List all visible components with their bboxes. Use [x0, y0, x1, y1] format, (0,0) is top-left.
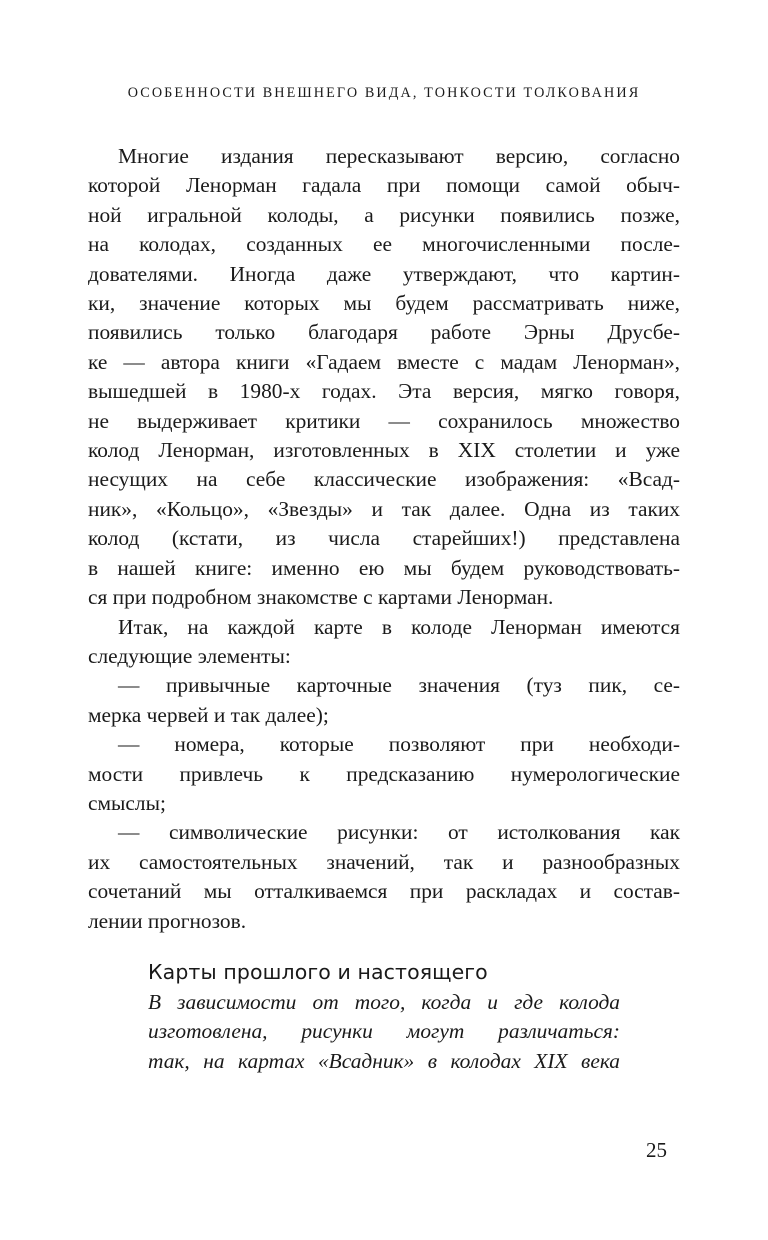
sidebar-line: так, на картах «Всадник» в колодах XIX века	[148, 1048, 620, 1073]
body-text	[88, 142, 680, 936]
body-line: — номера, которые позволяют при необходи-	[118, 732, 680, 757]
body-line: следующие элементы:	[88, 643, 291, 668]
body-line: вышедшей в 1980-х годах. Эта версия, мягко говоря,	[88, 379, 680, 404]
body-line: мости привлечь к предсказанию нумерологические	[88, 761, 680, 786]
body-line: смыслы;	[88, 790, 166, 815]
body-line: — привычные карточные значения (туз пик, се-	[118, 673, 680, 698]
body-line: в нашей книге: именно ею мы будем руководствовать-	[88, 555, 680, 580]
sidebar-line: В зависимости от того, когда и где колода	[148, 990, 620, 1014]
body-line: ной игральной колоды, а рисунки появились позже,	[88, 202, 680, 227]
body-line: дователями. Иногда даже утверждают, что картин-	[88, 261, 680, 286]
body-line: их самостоятельных значений, так и разнообразных	[88, 849, 680, 874]
body-line: Многие издания пересказывают версию, согласно	[118, 144, 680, 168]
running-head: ОСОБЕННОСТИ ВНЕШНЕГО ВИДА, ТОНКОСТИ ТОЛКОВАНИЯ	[127, 85, 641, 101]
body-line: на колодах, созданных ее многочисленными после-	[88, 232, 680, 257]
body-line: ки, значение которых мы будем рассматривать ниже,	[88, 291, 680, 316]
body-line: лении прогнозов.	[88, 908, 247, 933]
body-line: сочетаний мы отталкиваемся при раскладах и состав-	[88, 879, 680, 904]
body-line: появились только благодаря работе Эрны Друсбе-	[88, 320, 680, 345]
body-line: колод (кстати, из числа старейших!) представлена	[88, 526, 680, 551]
body-line: ся при подробном знакомстве с картами Ленорман.	[88, 585, 554, 610]
body-line: ке — автора книги «Гадаем вместе с мадам Ленорман»,	[88, 349, 680, 374]
sidebar-line: изготовлена, рисунки могут различаться:	[148, 1019, 620, 1044]
body-line: несущих на себе классические изображения: «Всад-	[88, 467, 680, 492]
body-line: — символические рисунки: от истолкования как	[118, 820, 680, 845]
body-line: не выдерживает критики — сохранилось множество	[88, 408, 680, 433]
body-line: ник», «Кольцо», «Звезды» и так далее. Одна из таких	[88, 496, 680, 521]
sidebar-text	[148, 988, 620, 1076]
body-line: колод Ленорман, изготовленных в XIX столетии и уже	[88, 438, 680, 463]
page-number: 25	[646, 1138, 667, 1162]
section-heading: Карты прошлого и настоящего	[148, 960, 488, 984]
body-line: мерка червей и так далее);	[88, 702, 329, 727]
body-line: Итак, на каждой карте в колоде Ленорман имеются	[118, 614, 680, 639]
body-line: которой Ленорман гадала при помощи самой обыч-	[88, 173, 680, 198]
